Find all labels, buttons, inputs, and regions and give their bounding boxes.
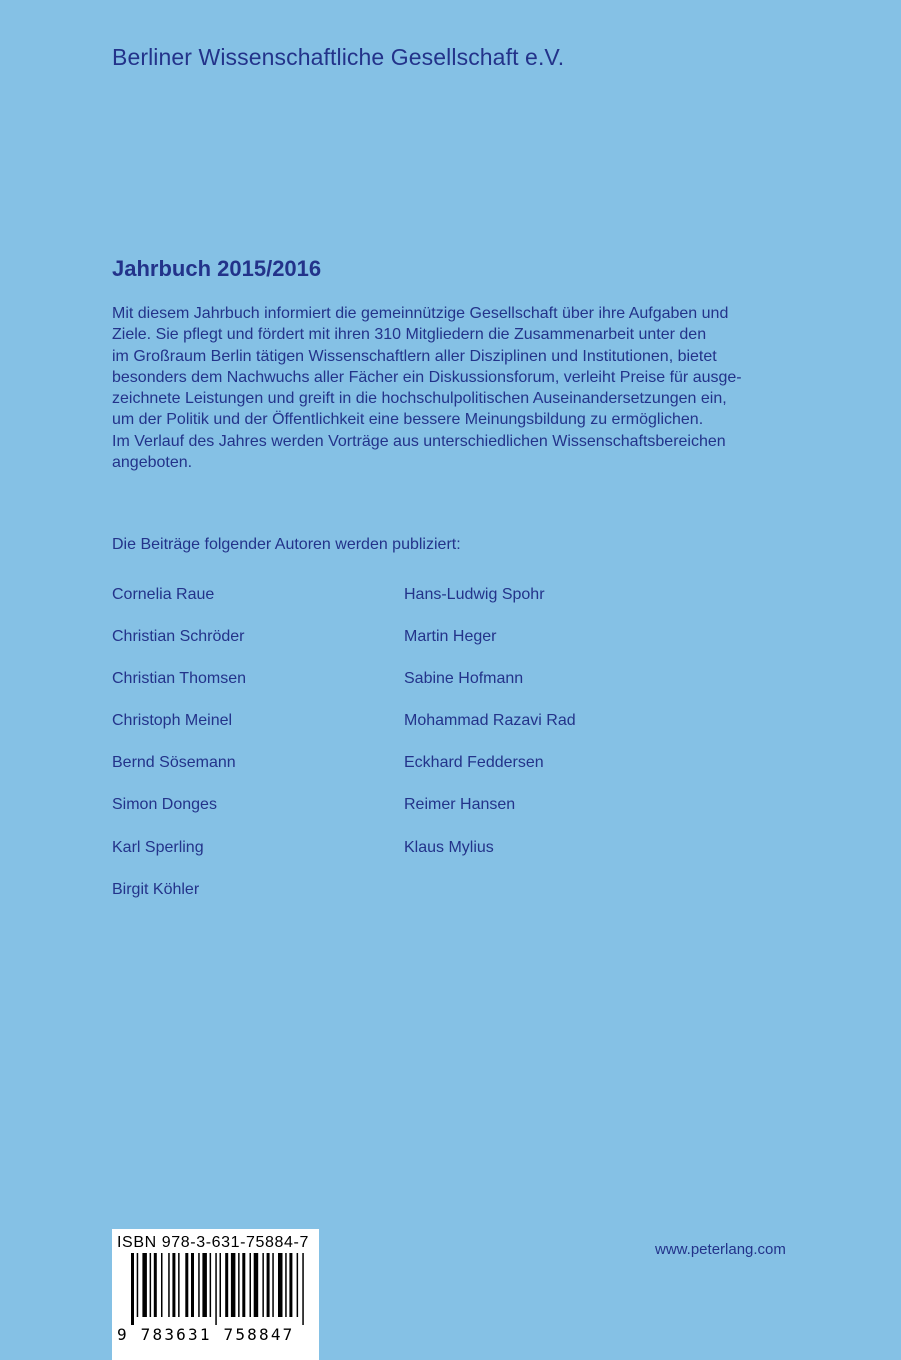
- isbn-barcode: [112, 1229, 319, 1360]
- description-line: im Großraum Berlin tätigen Wissenschaftlern aller Disziplinen und Institutionen, bietet: [112, 347, 717, 365]
- authors-list-right: [404, 584, 576, 879]
- barcode-bar: [150, 1253, 152, 1317]
- barcode-bar: [142, 1253, 147, 1317]
- barcode-bar: [238, 1253, 240, 1317]
- author-name: Christoph Meinel: [112, 712, 233, 730]
- barcode-bar: [242, 1253, 245, 1317]
- barcode-bar: [302, 1253, 304, 1325]
- author-name: Karl Sperling: [112, 838, 204, 856]
- barcode-bar: [202, 1253, 207, 1317]
- barcode-bar: [231, 1253, 236, 1317]
- barcode-bar: [161, 1253, 163, 1317]
- description-line: Mit diesem Jahrbuch informiert die gemeinnützige Gesellschaft über ihre Aufgaben und: [112, 305, 729, 322]
- authors-intro: Die Beiträge folgender Autoren werden publiziert:: [112, 536, 461, 553]
- barcode-bar: [285, 1253, 287, 1317]
- author-name: Simon Donges: [112, 796, 217, 814]
- barcode-bar: [267, 1253, 270, 1317]
- barcode-bar: [172, 1253, 175, 1317]
- book-title: Jahrbuch 2015/2016: [112, 256, 322, 281]
- barcode-bar: [154, 1253, 157, 1317]
- author-name: Mohammad Razavi Rad: [404, 712, 576, 730]
- description-line: zeichnete Leistungen und greift in die hochschulpolitischen Auseinandersetzungen ein,: [112, 390, 727, 408]
- author-name: Christian Schröder: [112, 628, 245, 646]
- author-name: Klaus Mylius: [404, 838, 494, 856]
- author-name: Eckhard Feddersen: [404, 754, 544, 772]
- author-name: Reimer Hansen: [404, 796, 516, 814]
- barcode-bar: [278, 1253, 283, 1317]
- publisher-url: www.peterlang.com: [655, 1241, 786, 1258]
- barcode-bar: [289, 1253, 292, 1317]
- authors-list-left: [112, 584, 246, 921]
- author-name: Cornelia Raue: [112, 586, 215, 603]
- author-name: Birgit Köhler: [112, 880, 200, 898]
- barcode-bar: [272, 1253, 274, 1317]
- barcode-bar: [225, 1253, 228, 1317]
- author-name: Christian Thomsen: [112, 670, 246, 688]
- author-name: Sabine Hofmann: [404, 670, 524, 688]
- description-line: Ziele. Sie pflegt und fördert mit ihren 310 Mitgliedern die Zusammenarbeit unter den: [112, 326, 707, 344]
- description-line: Im Verlauf des Jahres werden Vorträge aus unterschiedlichen Wissenschaftsbereichen: [112, 432, 726, 450]
- description-line: um der Politik und der Öffentlichkeit eine bessere Meinungsbildung zu ermöglichen.: [112, 411, 704, 429]
- barcode-bar: [198, 1253, 200, 1317]
- author-name: Martin Heger: [404, 628, 497, 646]
- society-name: Berliner Wissenschaftliche Gesellschaft e.V.: [112, 44, 565, 70]
- author-name: Hans-Ludwig Spohr: [404, 586, 545, 603]
- barcode-bar: [254, 1253, 259, 1317]
- barcode-bar: [262, 1253, 264, 1317]
- barcode-bar: [178, 1253, 180, 1317]
- barcode-bar: [220, 1253, 222, 1317]
- isbn-label: ISBN 978-3-631-75884-7: [117, 1234, 309, 1251]
- author-name: Bernd Sösemann: [112, 754, 236, 772]
- barcode-bar: [137, 1253, 139, 1317]
- barcode-bar: [210, 1253, 212, 1317]
- description-line: angeboten.: [112, 454, 193, 472]
- barcode-bar: [250, 1253, 252, 1317]
- barcode-bar: [185, 1253, 188, 1317]
- barcode-bars: [115, 1253, 315, 1325]
- barcode-bar: [297, 1253, 299, 1317]
- barcode-bar: [131, 1253, 134, 1325]
- barcode-bar: [168, 1253, 170, 1317]
- description-line: besonders dem Nachwuchs aller Fächer ein Diskussionsforum, verleiht Preise für ausge-: [112, 368, 742, 386]
- description: [112, 303, 772, 473]
- barcode-bar: [191, 1253, 194, 1317]
- ean-digits: 9 783631 758847: [117, 1325, 295, 1344]
- barcode-bar: [215, 1253, 217, 1325]
